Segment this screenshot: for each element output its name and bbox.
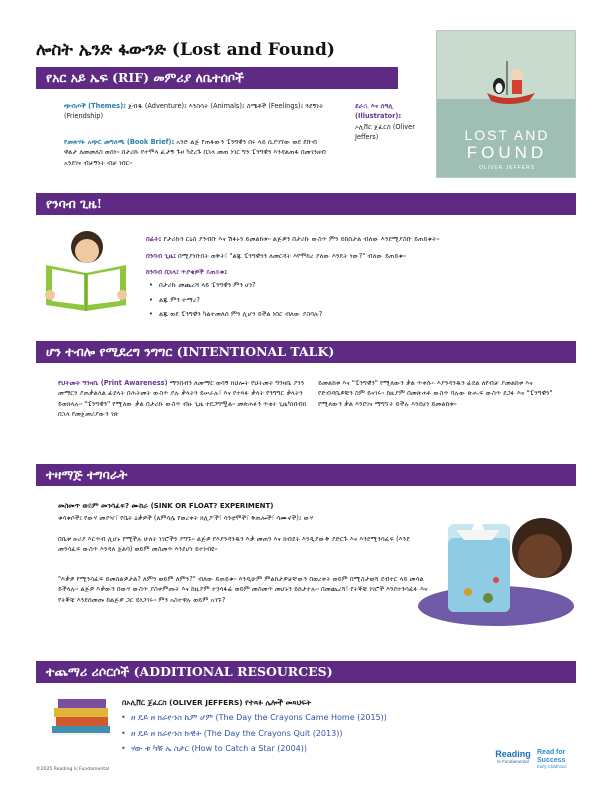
author-label: ደራሲ እና ሰዓሊ (Illustrator)፤ [355, 102, 402, 121]
activity-paragraph-1: በቤቱ ዙሪያ እርጥብ ሊሆኑ የሚችሉ ሁለት ነገሮችን ያግኙ። ልጅዎ የእያንዳንዱን እቃ መጠን እና ክብደት እንዲያውቅ ያድርጉ እና እንደሚንሳፈፍ (እንደ መንሳፈፍ ውስጥ እንዳለ ጀልባ) ወይም መስመጥ እንደሆነ ይተነብዩ። [58, 535, 410, 554]
activity-paragraph-2: "እቃዎ የሚንሳፈፍ ይመስልዎታል? ለምን ወይም ለምን?" ብለው ይጠይቁ። እንዲሁም ምልከታዎቻቸውን በወረቀት ወይም በሚስታወሻ ደብተር ላይ መሳል ይችላሉ። ልጅዎ እቃውን በውሃ ውስጥ ያስቀምጡት እና ከዚያም ተንሳፋፊ ወይም መስመጥ መሆኑን ይከታተሉ። በመጨረሻ፣ የትኞቹ ነገሮች እንደተንሳፈፉ እና የትኞቹ እንደሰመጡ ከልጅዎ ጋር ይነጋገሩ። ምን አስተዋሉ ወይም አገኙ? [58, 575, 428, 604]
after-label: ከንባብ በኋላ፤ ጥያቄዎች ይጠይቁ፤ [146, 268, 227, 276]
cover-title-line2: FOUND [466, 143, 548, 162]
books-stack-illustration [48, 692, 114, 738]
guide-banner: የአር አይ ኤፍ (RIF) መምሪያ ለቤተሰቦች [36, 67, 398, 89]
activity-materials: ቁሳቁሶች፤ የውሃ መያዣ፣ የቤት ዕቃዎች (ለምሳሌ የወረቀት ክሊፖች፣ ሳንቲሞች፣ ቅጠሎች፣ ሳሙኖች)፤ ውሃ [58, 514, 314, 522]
page-title: ሎስት ኤንድ ፋውንድ (Lost and Found) [36, 40, 335, 60]
talk-text-2: ይመልከቱ እና "ፔንግዊን" የሚለውን ቃል ጥቀሱ። እያንዳንዱን ፊደል ለየብቻ ያመልከቱ እና የድብዳቤዎቹን ስም ይናገሩ። ከዚያም በመጽሐፉ ውስጥ ባሉው ጽሑፍ ውስጥ ደጋፉ እና "ፔንግዊን" የሚለውን ቃል እንደገና ማግኘት ይችሉ እንደሆነ ይመልከቱ። [318, 379, 553, 408]
activity-name: መስመጥ ወይም መንሳፈፍ? ሙከራ (SINK OR FLOAT? EXPERIMENT) [58, 502, 274, 510]
author-paragraph [355, 101, 433, 142]
resources-banner: ተጨማሪ ሪሶርሶች (ADDITIONAL RESOURCES) [36, 661, 576, 683]
rif-logo [493, 749, 533, 764]
talk-column-2 [318, 378, 568, 409]
after-reading [146, 267, 566, 319]
rfs-line3: Early Childhood [537, 764, 567, 769]
resources-heading: በኦሊቨር ጀፈርስ (OLIVER JEFFERS) የተጻፉ ሌሎች መጻህፍት [122, 698, 312, 707]
resources-list [118, 710, 438, 757]
talk-text-1: ማንበብን ለመማር ወሳኝ ክህሎት የህትመት ግንዛቤ ያንን መማርን ያጠቃልላል ፊደላት በሕትመት ውስጥ ያሉ ቃላትን ይሠራሉ፣ እና የተጻፉ ቃላት የንግግር ቃላትን ይወክላሉ። "ፔንግዊን" የሚለው ቃል በታሪኩ ውስጥ ብዙ ጊዜ ተደጋግሟል። መጽሐፉን ጥቂት ጊዜካነበብክ በኋላ የመጀመሪያውን ገጽ [58, 379, 307, 418]
cover-title-line1: LOST AND [464, 127, 550, 143]
resource-link[interactable]: • ዘ ዴይ ዘ ክራዮንስ ኬም ሆም (The Day the Crayons Came Home (2015)) [118, 710, 438, 726]
author-text: ኦሊቨር ጀፈርስ (Oliver Jeffers) [355, 122, 415, 141]
after-question: • ልጁ ወደ ፔንግዊን ካልተመለሰ ምን ሊሆን ይችል ነበር ብለው ያስባሉ? [146, 309, 566, 319]
after-question: • በታሪኩ መጨረሻ ላይ ፔንግዊን ምን ሆነ? [146, 280, 566, 290]
copyright-text: ©2025 Reading Is Fundamental [36, 767, 110, 772]
resource-link[interactable]: • ዘ ዴይ ዘ ክራዮንስ ኩዊት (The Day the Crayons Quit (2013)) [118, 726, 438, 742]
themes-text: ጀብዱ (Adventure)፤ እንስሳት (Animals)፤ ስሜቶች (Feelings)፤ ጓደኝነት (Friendship) [64, 102, 324, 121]
activities-banner: ተዛማጅ ተግባራት [36, 464, 576, 486]
rfs-line2: Success [537, 756, 566, 764]
reading-child-illustration [40, 225, 132, 313]
during-text: በሚያነቡበት ወቅት፣ "ልጁ ፔንግዊንን ለመርዳት እየሞከረ ያለው እንዴት ነው?" ብለው ይጠይቁ። [175, 252, 407, 260]
summary-label: የመጽሃፉ አጭር መግለጫ (Book Brief)፤ [64, 138, 175, 146]
after-question: • ልጁ ምን ተማረ? [146, 295, 566, 305]
during-reading [146, 251, 566, 261]
before-reading [146, 234, 566, 244]
during-label: በንባብ ጊዜ፤ [146, 252, 176, 260]
before-label: በፊት፤ [146, 235, 162, 243]
rif-logo-line2: Is Fundamental [497, 759, 529, 764]
before-text: የታሪኩን ርዕስ ያንብቡ እና ሽፋኑን ይመልከቱ። ልጅዎን በታሪኩ ውስጥ ምን ይከሰታል ብለው እንደሚያስቡ ይጠይቁት። [161, 235, 440, 243]
sink-float-illustration [404, 494, 576, 628]
talk-column-1 [58, 378, 308, 419]
summary-text: አንድ ልጅ የጠፋውን ፔንግዊን በሩ ላይ ሲያገኘው ወደ ደቡብ ዋልታ ለመመለስ ወሰነ። በታሪኩ የተሞላ ፈታኝ ጉዞ ካደረጉ በኋላ መጠ ነገር ግን ፔንግዊን እንዳልጠፋ በመገንዘብ አንደገና ብቻኝነት ብቻ ነበር። [64, 138, 326, 167]
themes-label: ጭብጦች (Themes)፤ [64, 102, 126, 110]
intentional-talk-banner: ሆን ተብሎ የሚደረግ ንግግር (INTENTIONAL TALK) [36, 341, 576, 363]
cover-author: OLIVER JEFFERS [479, 165, 535, 171]
after-questions-list [146, 280, 566, 319]
read-for-success-logo [537, 749, 577, 769]
rif-logo-line1: Reading [495, 749, 531, 759]
print-awareness-label: የህትመት ግንዛቤ (Print Awareness) [58, 379, 168, 387]
resource-link[interactable]: • ሃው ቱ ካቹ ኤ ስታር (How to Catch a Star (2004)) [118, 741, 438, 757]
book-cover-image [436, 30, 576, 178]
rfs-line1: Read for [537, 749, 566, 756]
summary-paragraph [64, 137, 329, 168]
themes-paragraph [64, 101, 329, 122]
reading-time-banner: የንባብ ጊዜ! [36, 193, 576, 215]
